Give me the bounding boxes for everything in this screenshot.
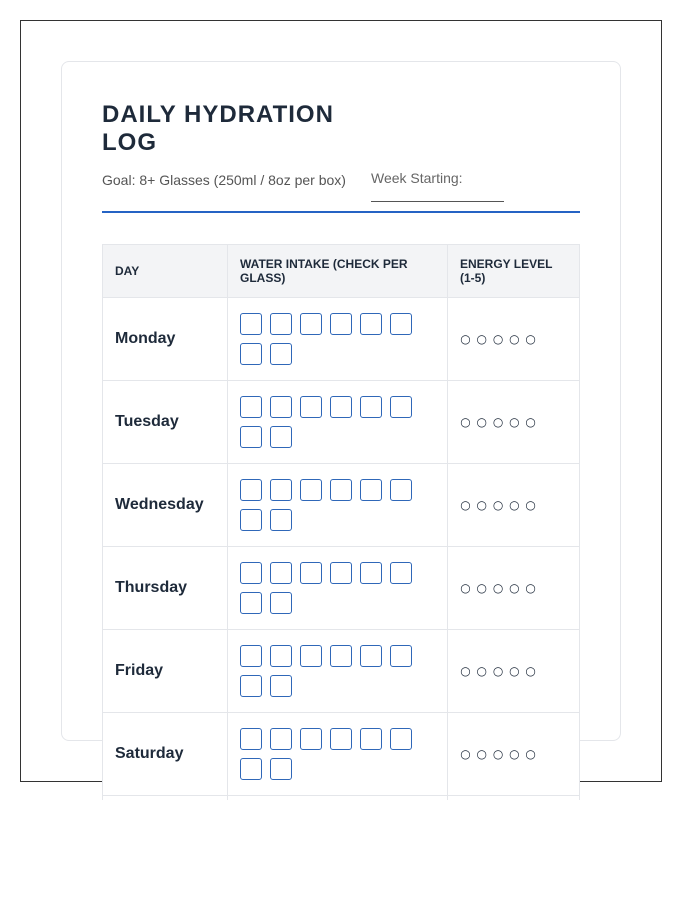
- glass-checkbox[interactable]: [390, 396, 412, 418]
- glass-checkbox[interactable]: [300, 479, 322, 501]
- glass-checkbox[interactable]: [240, 396, 262, 418]
- table-row: [102, 547, 580, 630]
- glass-checkbox[interactable]: [360, 396, 382, 418]
- water-intake-cell: [228, 381, 449, 463]
- glass-checkbox[interactable]: [270, 313, 292, 335]
- glass-checkbox[interactable]: [360, 728, 382, 750]
- glass-checkbox[interactable]: [360, 562, 382, 584]
- day-label: Tuesday: [103, 381, 228, 463]
- glass-checkbox[interactable]: [270, 396, 292, 418]
- glass-checkbox-group: [228, 713, 426, 780]
- water-intake-cell: [228, 298, 449, 380]
- day-label: Saturday: [103, 713, 228, 795]
- glass-checkbox[interactable]: [390, 562, 412, 584]
- glass-checkbox-group: [228, 796, 426, 800]
- glass-checkbox[interactable]: [240, 562, 262, 584]
- glass-checkbox[interactable]: [240, 728, 262, 750]
- glass-checkbox[interactable]: [390, 728, 412, 750]
- column-header-day: DAY: [103, 245, 228, 297]
- glass-checkbox[interactable]: [330, 396, 352, 418]
- glass-checkbox[interactable]: [240, 426, 262, 448]
- glass-checkbox[interactable]: [270, 645, 292, 667]
- glass-checkbox[interactable]: [270, 509, 292, 531]
- day-label: Wednesday: [103, 464, 228, 546]
- glass-checkbox[interactable]: [330, 728, 352, 750]
- table-header-row: [102, 244, 580, 298]
- table-row: [102, 630, 580, 713]
- glass-checkbox[interactable]: [300, 313, 322, 335]
- glass-checkbox[interactable]: [360, 313, 382, 335]
- water-intake-cell: [228, 713, 449, 795]
- glass-checkbox[interactable]: [300, 562, 322, 584]
- water-intake-cell: [228, 796, 449, 800]
- column-header-energy-level: ENERGY LEVEL (1-5): [460, 257, 553, 285]
- glass-checkbox[interactable]: [300, 396, 322, 418]
- water-intake-cell: [228, 630, 449, 712]
- energy-rating[interactable]: ○ ○ ○ ○ ○: [460, 498, 537, 512]
- day-label: Thursday: [103, 547, 228, 629]
- day-label: Monday: [103, 298, 228, 380]
- header-divider: [102, 211, 580, 213]
- glass-checkbox[interactable]: [240, 645, 262, 667]
- table-row: [102, 298, 580, 381]
- glass-checkbox[interactable]: [330, 645, 352, 667]
- glass-checkbox[interactable]: [270, 592, 292, 614]
- glass-checkbox[interactable]: [330, 479, 352, 501]
- glass-checkbox[interactable]: [330, 313, 352, 335]
- glass-checkbox[interactable]: [240, 675, 262, 697]
- glass-checkbox-group: [228, 298, 426, 365]
- day-label: [103, 796, 228, 800]
- goal-text: Goal: 8+ Glasses (250ml / 8oz per box): [102, 172, 346, 188]
- glass-checkbox[interactable]: [270, 562, 292, 584]
- energy-rating[interactable]: ○ ○ ○ ○ ○: [460, 332, 537, 346]
- table-row: [102, 464, 580, 547]
- water-intake-cell: [228, 547, 449, 629]
- table-row: [102, 796, 580, 800]
- glass-checkbox[interactable]: [270, 675, 292, 697]
- glass-checkbox[interactable]: [240, 592, 262, 614]
- energy-rating[interactable]: ○ ○ ○ ○ ○: [460, 581, 537, 595]
- glass-checkbox[interactable]: [240, 758, 262, 780]
- glass-checkbox[interactable]: [390, 645, 412, 667]
- column-header-water-intake: WATER INTAKE (CHECK PER GLASS): [228, 245, 448, 297]
- glass-checkbox[interactable]: [270, 426, 292, 448]
- glass-checkbox[interactable]: [300, 645, 322, 667]
- glass-checkbox[interactable]: [390, 479, 412, 501]
- glass-checkbox[interactable]: [270, 758, 292, 780]
- energy-rating[interactable]: ○ ○ ○ ○ ○: [460, 664, 537, 678]
- day-label: Friday: [103, 630, 228, 712]
- energy-rating[interactable]: [448, 796, 579, 800]
- table-body: [102, 298, 580, 800]
- glass-checkbox[interactable]: [240, 313, 262, 335]
- hydration-table: [102, 244, 580, 800]
- glass-checkbox[interactable]: [240, 343, 262, 365]
- glass-checkbox-group: [228, 381, 426, 448]
- energy-rating[interactable]: ○ ○ ○ ○ ○: [460, 747, 537, 761]
- table-row: [102, 381, 580, 464]
- glass-checkbox[interactable]: [360, 479, 382, 501]
- glass-checkbox[interactable]: [300, 728, 322, 750]
- glass-checkbox-group: [228, 464, 426, 531]
- glass-checkbox[interactable]: [270, 343, 292, 365]
- week-starting-label: Week Starting:: [371, 170, 463, 186]
- energy-rating[interactable]: ○ ○ ○ ○ ○: [460, 415, 537, 429]
- glass-checkbox-group: [228, 630, 426, 697]
- glass-checkbox[interactable]: [270, 728, 292, 750]
- week-starting-field[interactable]: [371, 201, 504, 202]
- glass-checkbox[interactable]: [390, 313, 412, 335]
- water-intake-cell: [228, 464, 449, 546]
- glass-checkbox[interactable]: [360, 645, 382, 667]
- table-row: [102, 713, 580, 796]
- glass-checkbox[interactable]: [270, 479, 292, 501]
- glass-checkbox[interactable]: [240, 479, 262, 501]
- glass-checkbox-group: [228, 547, 426, 614]
- glass-checkbox[interactable]: [330, 562, 352, 584]
- glass-checkbox[interactable]: [240, 509, 262, 531]
- page-title: DAILY HYDRATION LOG: [102, 101, 334, 156]
